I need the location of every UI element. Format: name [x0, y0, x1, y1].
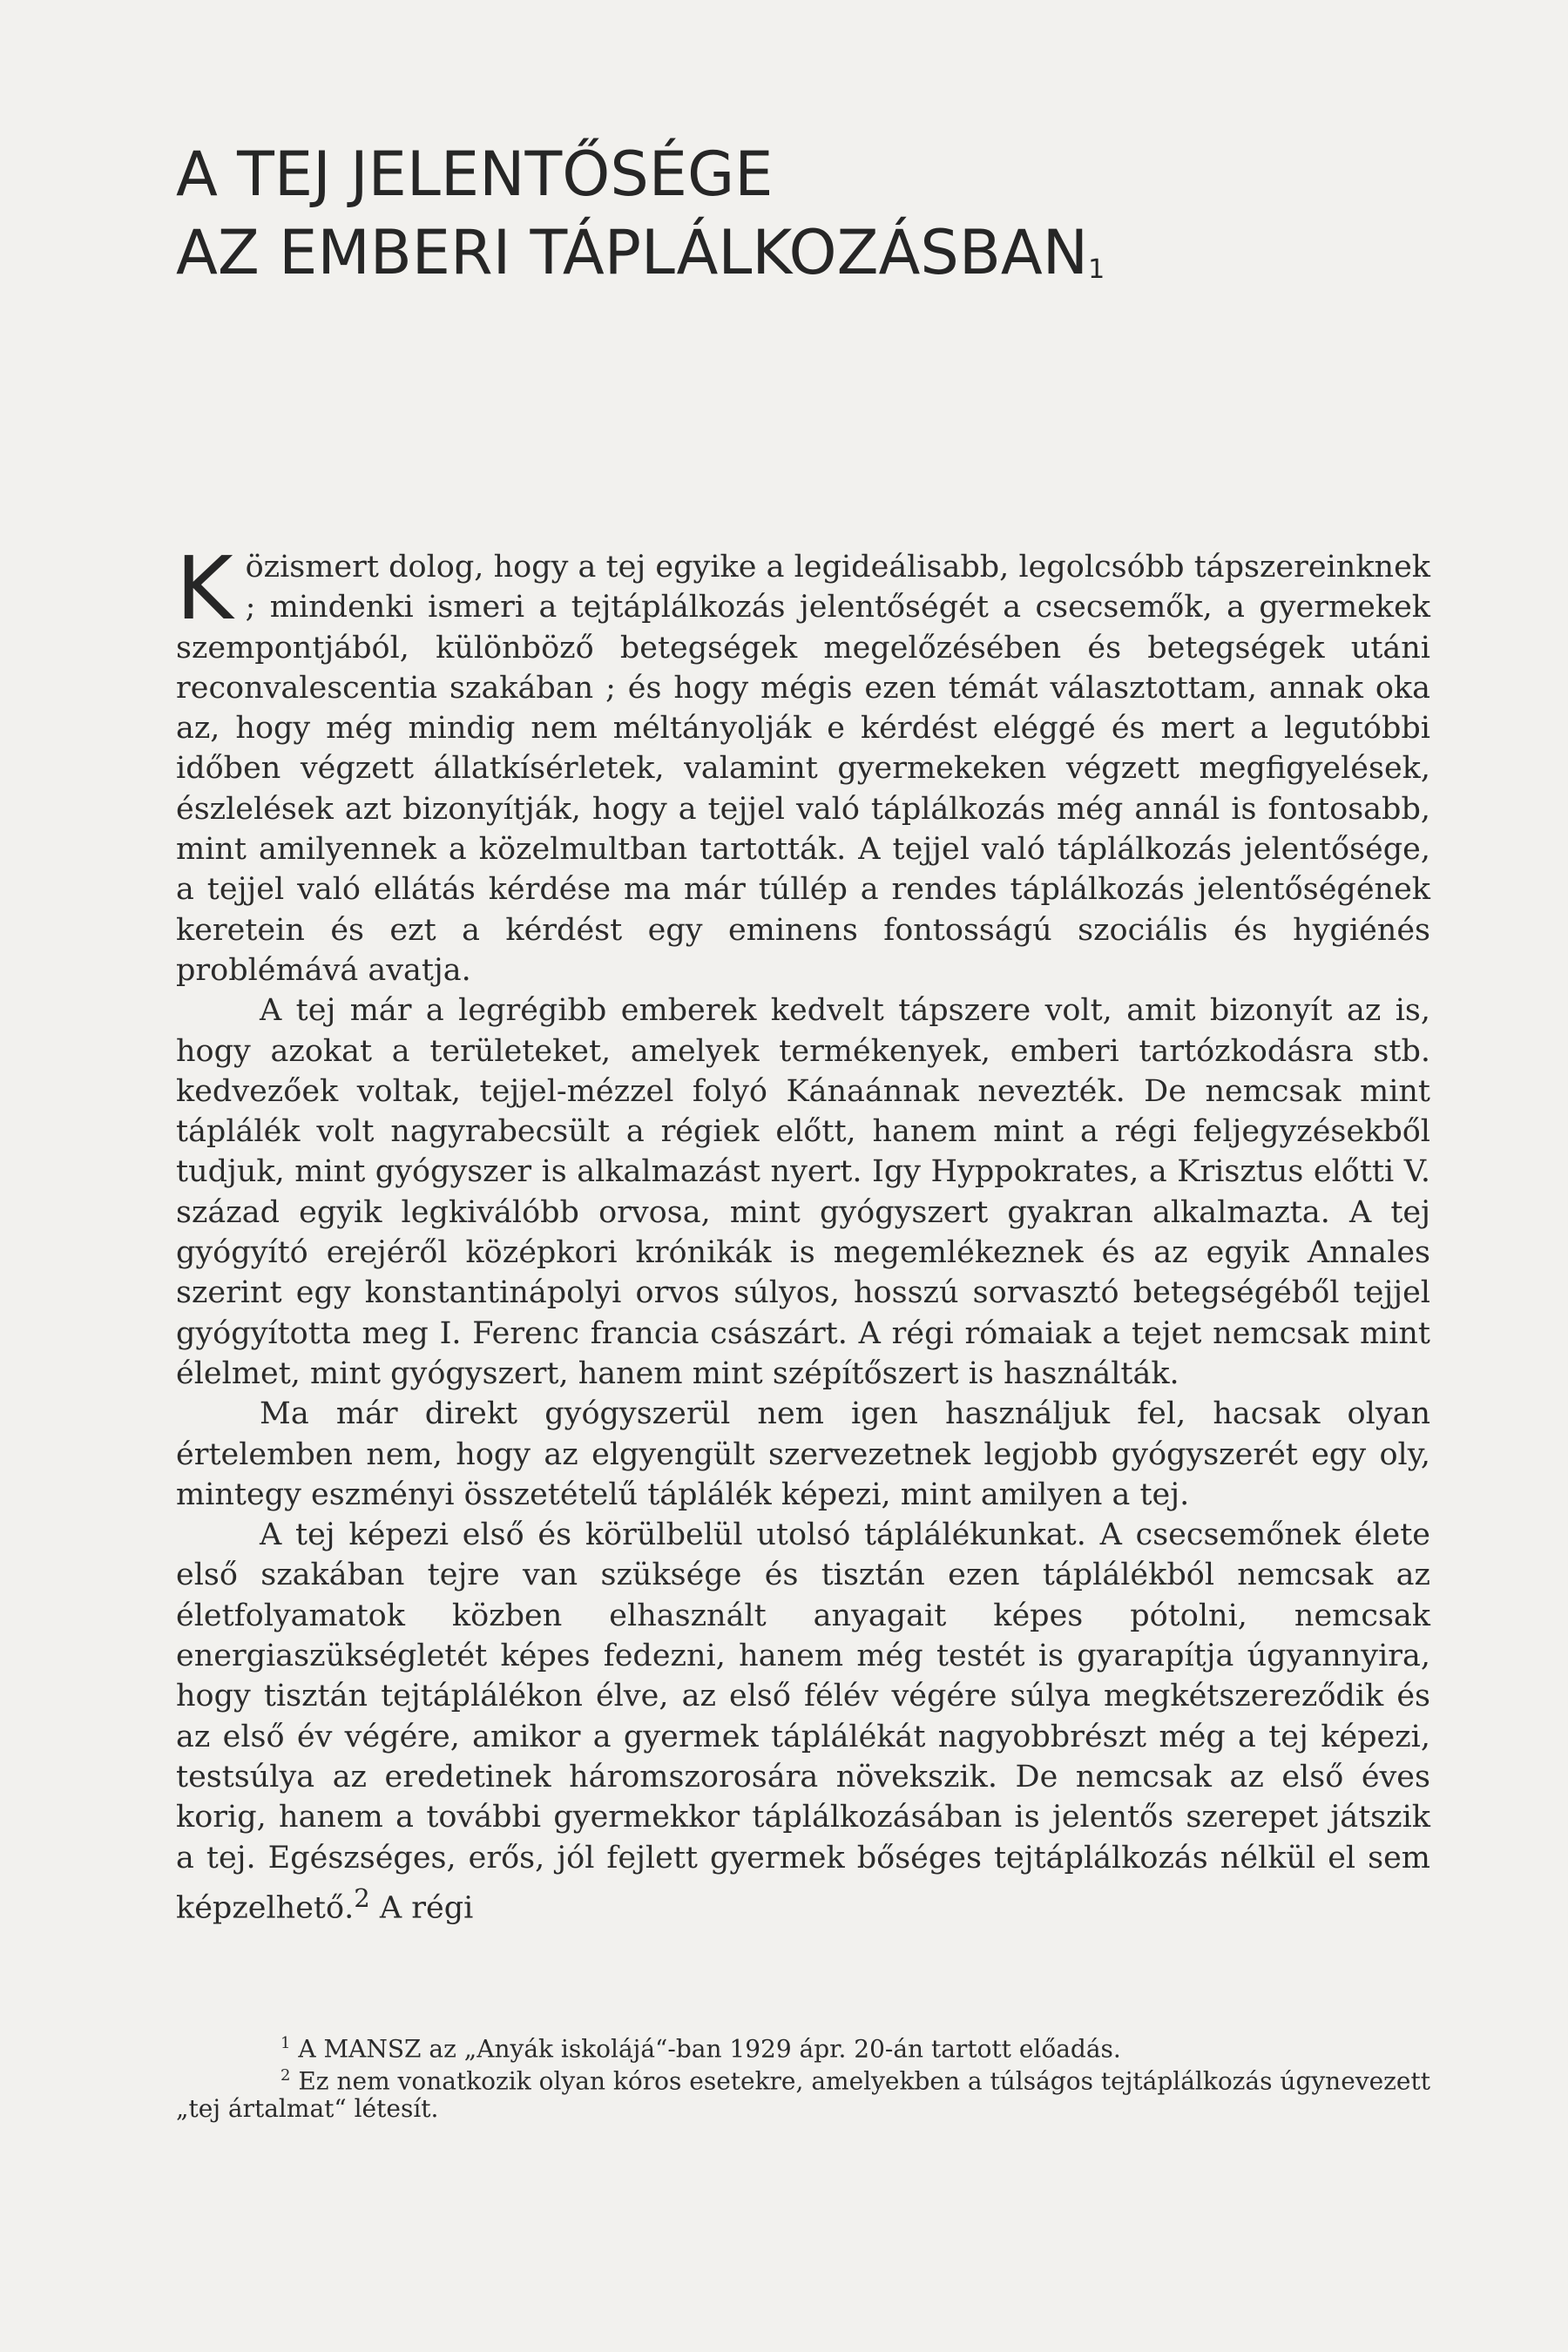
footnote-1-mark: 1	[280, 2034, 291, 2052]
footnote-1-text: A MANSZ az „Anyák iskolájá“-ban 1929 ápr. 20-án tartott előadás.	[290, 2034, 1121, 2064]
title-line-1: A TEJ JELENTŐSÉGE	[176, 139, 774, 210]
footnote-ref-2: 2	[354, 1882, 370, 1913]
title-line-2	[176, 213, 1396, 292]
footnote-2-text: Ez nem vonatkozik olyan kóros esetekre, amelyekben a túlságos tejtáplálkozás úgynevezett „tej ártalmat“ létesít.	[176, 2066, 1430, 2123]
paragraph-4	[176, 1515, 1430, 1929]
paragraph-1-text: özismert dolog, hogy a tej egyike a legideálisabb, legolcsóbb tápszereinknek ; mindenki ismeri a tejtáplálkozás jelentőségét a csecsemők, a gyermekek szempontjából, különböző betegségek megelőzésében és betegségek utáni reconvalescentia szakában ; és hogy mégis ezen témát választottam, annak oka az, hogy még mindig nem méltányolják e kérdést eléggé és mert a legutóbbi időben végzett állatkísérletek, valamint gyermekeken végzett megfigyelések, észlelések azt bizonyítják, hogy a tejjel való táplálkozás még annál is fontosabb, mint amilyennek a közelmultban tartották. A tejjel való táplálkozás jelentősége, a tejjel való ellátás kérdése ma már túllép a rendes táplálkozás jelentőségének keretein és ezt a kérdést egy eminens fontosságú szociális és hygiénés problémává avatja.	[176, 550, 1430, 988]
footnote-2	[176, 2062, 1430, 2121]
paragraph-3: Ma már direkt gyógyszerül nem igen használjuk fel, hacsak olyan értelemben nem, hogy az elgyengült szervezetnek legjobb gyógyszerét egy oly, mintegy eszményi összetételű táplálék képezi, mint amilyen a tej.	[176, 1396, 1430, 1512]
footnote-2-mark: 2	[280, 2066, 291, 2085]
footnotes	[176, 2030, 1430, 2122]
paragraph-4-tail: A régi	[369, 1890, 474, 1926]
article-body	[176, 537, 1430, 1929]
paragraph-4-text: A tej képezi első és körülbelül utolsó táplálékunkat. A csecsemőnek élete első szakában tejre van szüksége és tisztán ezen táplálékból nemcsak az életfolyamatok közben elhasznált anyagait képes pótolni, nemcsak energiaszükségletét képes fedezni, hanem még testét is gyarapítja úgyannyira, hogy tisztán tejtáplálékon élve, az első félév végére súlya megkétszereződik és az első év végére, amikor a gyermek táplálékát nagyobbrészt még a tej képezi, testsúlya az eredetinek háromszorosára növekszik. De nemcsak az első éves korig, hanem a további gyermekkor táplálkozásában is jelentős szerepet játszik a tej. Egészséges, erős, jól fejlett gyermek bőséges tejtáplálkozás nélkül el sem képzelhető.	[176, 1517, 1430, 1926]
page-title	[176, 135, 1396, 292]
title-line-2-text: AZ EMBERI TÁPLÁLKOZÁSBAN	[176, 217, 1089, 288]
title-footnote-mark: 1	[1088, 254, 1105, 285]
footnote-1	[176, 2030, 1430, 2062]
drop-cap: K	[176, 537, 233, 639]
paragraph-1	[176, 537, 1430, 990]
paragraph-2: A tej már a legrégibb emberek kedvelt tápszere volt, amit bizonyít az is, hogy azokat a területeket, amelyek termékenyek, emberi tartózkodásra stb. kedvezőek voltak, tejjel-mézzel folyó Kánaánnak nevezték. De nemcsak mint táplálék volt nagyrabecsült a régiek előtt, hanem mint a régi feljegyzésekből tudjuk, mint gyógyszer is alkalmazást nyert. Igy Hyppokrates, a Krisztus előtti V. század egyik legkiválóbb orvosa, mint gyógyszert gyakran alkalmazta. A tej gyógyító erejéről középkori krónikák is megemlékeznek és az egyik Annales szerint egy konstantinápolyi orvos súlyos, hosszú sorvasztó betegségéből tejjel gyógyította meg I. Ferenc francia császárt. A régi rómaiak a tejet nemcsak mint élelmet, mint gyógyszert, hanem mint szépítőszert is használták.	[176, 993, 1430, 1391]
